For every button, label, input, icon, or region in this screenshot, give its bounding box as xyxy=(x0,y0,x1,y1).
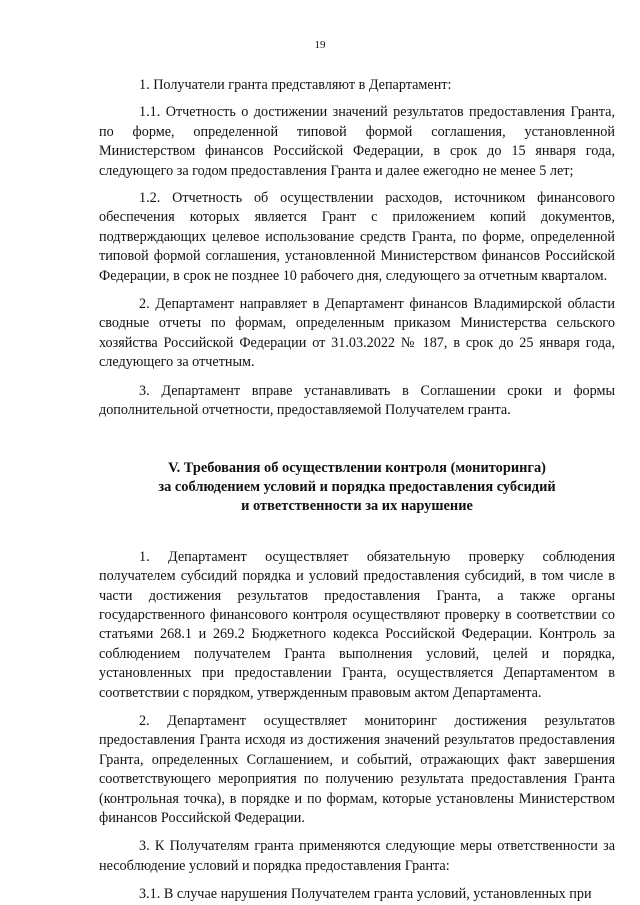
section-paragraph-1: 1. Департамент осуществляет обязательную проверку соблюдения получателем субсидий порядка и условий предоставления субсидий, в том числе в части достижения результатов предоставления Гранта, а также органы государственного финансового контроля осуществляют проверку в соответствии со статьями 268.1 и 269.2 Бюджетного кодекса Российской Федерации. Контроль за соблюдением получателем Гранта выполнения условий, целей и порядка, установленных при предоставлении Гранта, осуществляется Департаментом в соответствии с порядком, утвержденным правовым актом Департамента. xyxy=(99,548,615,701)
paragraph-1: 1. Получатели гранта представляют в Департамент: xyxy=(139,77,452,93)
document-body xyxy=(99,76,615,905)
page-number: 19 xyxy=(314,39,326,51)
paragraph-3: 3. Департамент вправе устанавливать в Соглашении сроки и формы дополнительной отчетности, предоставляемой Получателем гранта. xyxy=(99,382,615,419)
paragraph-1-2: 1.2. Отчетность об осуществлении расходов, источником финансового обеспечения которых является Грант с приложением копий документов, подтверждающих целевое использование средств Гранта, по форме, определенной типовой формой соглашения, установленной Министерством финансов Российской Федерации, в срок не позднее 10 рабочего дня, следующего за отчетным кварталом. xyxy=(99,190,615,284)
section-heading-line-3: и ответственности за их нарушение xyxy=(241,498,473,515)
section-paragraph-3: 3. К Получателям гранта применяются следующие меры ответственности за несоблюдение условий и порядка предоставления Гранта: xyxy=(99,838,615,874)
section-heading-line-2: за соблюдением условий и порядка предоставления субсидий xyxy=(158,478,556,495)
section-heading xyxy=(99,459,615,517)
section-paragraph-2: 2. Департамент осуществляет мониторинг достижения результатов предоставления Гранта исходя из достижения значений результатов предоставления Гранта, определенных Соглашением, и событий, отражающих факт завершения соответствующего мероприятия по получению результата предоставления Гранта (контрольная точка), в порядке и по формам, которые установлены Министерством финансов Российской Федерации. xyxy=(99,712,615,826)
section-paragraph-3-1: 3.1. В случае нарушения Получателем гранта условий, установленных при xyxy=(139,886,592,903)
paragraph-2: 2. Департамент направляет в Департамент финансов Владимирской области сводные отчеты по формам, определенным приказом Министерства сельского хозяйства Российской Федерации от 31.03.2022 № 187, в срок до 25 января года, следующего за отчетным. xyxy=(99,296,615,371)
paragraph-1-1: 1.1. Отчетность о достижении значений результатов предоставления Гранта, по форме, определенной типовой формой соглашения, установленной Министерством финансов Российской Федерации, в срок до 15 января года, следующего за годом предоставления Гранта и далее ежегодно не менее 5 лет; xyxy=(99,104,615,179)
section-heading-line-1: V. Требования об осуществлении контроля (мониторинга) xyxy=(168,459,546,476)
